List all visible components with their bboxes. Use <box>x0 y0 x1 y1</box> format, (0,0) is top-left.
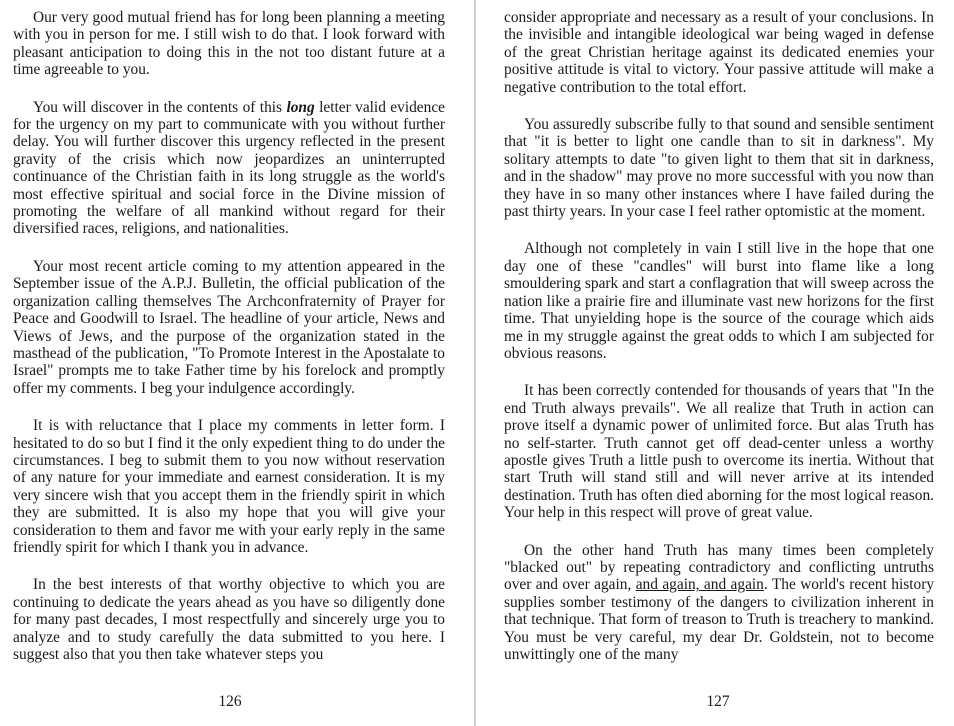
paragraph-text: You will discover in the contents of this <box>33 98 287 116</box>
page-number: 127 <box>706 693 730 710</box>
paragraph: Although not completely in vain I still live in the hope that one day one of these "candles" will burst into flame like a long smouldering spark and start a conflagration that will sweep across the nation like a prairie fire and illuminate vast new horizons for the first time. That unyielding hope is the source of the courage which aids me in my struggle against the great odds to which I am subjected for obvious reasons. <box>504 240 934 362</box>
paragraph: It has been correctly contended for thousands of years that "In the end Truth always prevails". We all realize that Truth in action can prove itself a dynamic power of unlimited force. But alas Truth has no self-starter. Truth cannot get off dead-center unless a worthy apostle gives Truth a little push to overcome its inertia. Without that start Truth will stand still and will never arrive at its intended destination. Truth has often died aborning for the most logical reason. Your help in this respect will prove of great value. <box>504 382 934 522</box>
right-page-text <box>504 9 934 683</box>
paragraph-text: . The world's recent history supplies somber testimony of the dangers to civilization inherent in that technique. That form of treason to Truth is treachery to mankind. You must be very careful, my dear Dr. Goldstein, not to become unwittingly one of the many <box>504 576 935 663</box>
paragraph <box>13 99 445 238</box>
page-number: 126 <box>218 693 242 710</box>
paragraph: Your most recent article coming to my attention appeared in the September issue of the A.P.J. Bulletin, the official publication of the organization calling themselves The Archconfraternity of Prayer for Peace and Goodwill to Israel. The headline of your article, News and Views of Jews, and the purpose of the organization stated in the masthead of the publication, "To Promote Interest in the Apostalate to Israel" prompts me to take Father time by his forelock and promptly offer my comments. I beg your indulgence accordingly. <box>13 257 445 397</box>
paragraph-text: On the other hand Truth has many times been completely "blacked out" by repeating contradictory and conflicting untruths over and over again, <box>504 541 934 594</box>
left-page <box>0 0 474 726</box>
paragraph: Our very good mutual friend has for long been planning a meeting with you in person for me. I still wish to do that. I look forward with pleasant anticipation to doing this in the not too distant future at a time agreeable to you. <box>13 9 445 79</box>
left-page-text <box>13 9 445 683</box>
paragraph: It is with reluctance that I place my comments in letter form. I hesitated to do so but I find it the only expedient thing to do under the circumstances. I beg to submit them to you now without reservation of any nature for your immediate and earnest consideration. It is my very sincere wish that you accept them in the friendly spirit in which they are submitted. It is also my hope that you will give your consideration to them and favor me with your early reply in the same friendly spirit for which I thank you in advance. <box>13 417 445 556</box>
paragraph-text: letter valid evidence for the urgency on my part to communicate with you without further delay. You will further discover this urgency reflected in the present gravity of the crisis which now jeopardizes an uninterrupted continuance of the Christian faith in its long struggle as the world's most effective spiritual and social force in the Divine mission of promoting the welfare of all mankind without regard for their diversified races, religions, and nationalities. <box>13 98 445 238</box>
paragraph: You assuredly subscribe fully to that sound and sensible sentiment that "it is better to light one candle than to sit in darkness". My solitary attempts to date "to given light to them that sit in darkness, and in the shadow" may prove no more successful with you now than they have in so many other instances where I have failed during the past thirty years. In your case I feel rather optomistic at the moment. <box>504 116 934 221</box>
paragraph: In the best interests of that worthy objective to which you are continuing to dedicate the years ahead as you have so diligently done for many past decades, I most respectfully and sincerely urge you to analyze and to study carefully the data submitted to you here. I suggest also that you then take whatever steps you <box>13 576 445 663</box>
underlined-phrase: and again, and again <box>635 576 764 594</box>
paragraph <box>504 542 934 664</box>
paragraph: consider appropriate and necessary as a result of your conclusions. In the invisible and intangible ideological war being waged in defense of the great Christian heritage against its dedicated enemies your positive attitude is vital to victory. Your passive attitude will make a negative contribution to the total effort. <box>504 9 934 96</box>
emphasized-word: long <box>286 98 315 116</box>
right-page <box>476 0 954 726</box>
